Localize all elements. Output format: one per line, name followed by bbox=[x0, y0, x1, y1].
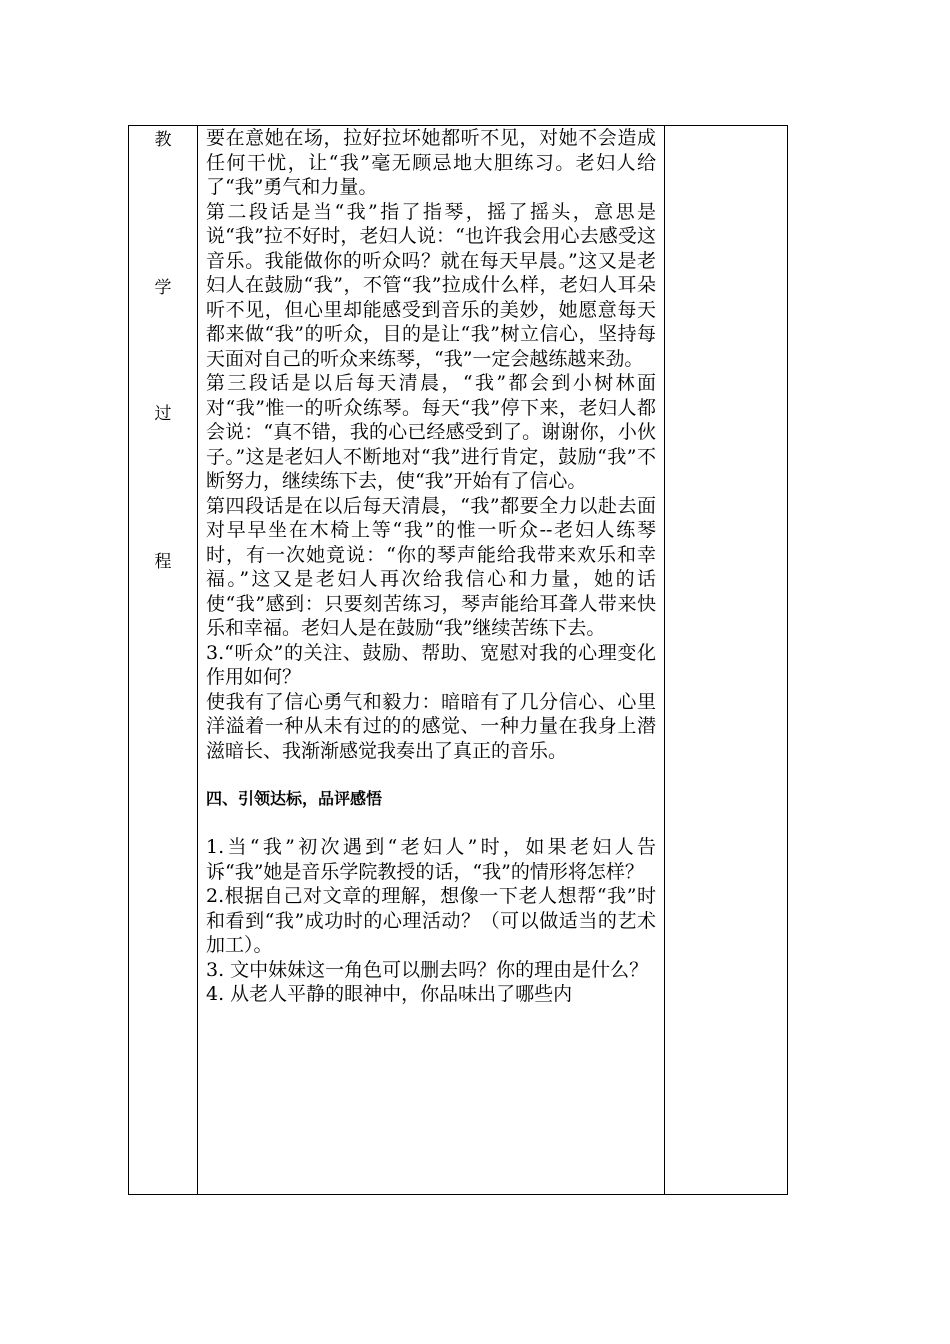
side-label-char: 教 bbox=[154, 130, 172, 150]
lesson-table bbox=[128, 125, 788, 1195]
side-label-char: 过 bbox=[154, 404, 172, 424]
paragraph: 3.“听众”的关注、鼓励、帮助、宽慰对我的心理变化作用如何？ bbox=[206, 641, 656, 688]
side-label-cell bbox=[129, 126, 198, 1195]
question: 3. 文中妹妹这一角色可以删去吗？你的理由是什么？ bbox=[206, 958, 649, 981]
paragraph: 使我有了信心勇气和毅力：暗暗有了几分信心、心里洋溢着一种从未有过的的感觉、一种力量在我身上潜滋暗长、我渐渐感觉我奏出了真正的音乐。 bbox=[206, 690, 656, 762]
side-label-char: 程 bbox=[154, 552, 172, 572]
side-label-char: 学 bbox=[154, 278, 172, 298]
paragraph: 第三段话是以后每天清晨，“我”都会到小树林面对“我”惟一的听众练琴。每天“我”停下来，老妇人都会说：“真不错，我的心已经感受到了。谢谢你，小伙子。”这是老妇人不断地对“我”进行肯定，鼓励“我”不断努力，继续练下去，使“我”开始有了信心。 bbox=[206, 372, 656, 492]
content-cell bbox=[198, 126, 665, 1195]
table-row bbox=[129, 126, 788, 1195]
paragraph: 第二段话是当“我”指了指琴，摇了摇头，意思是说“我”拉不好时，老妇人说：“也许我会用心去感受这音乐。我能做你的听众吗？就在每天早晨。”这又是老妇人在鼓励“我”，不管“我”拉成什么样，老妇人耳朵听不见，但心里却能感受到音乐的美妙，她愿意每天都来做“我”的听众，目的是让“我”树立信心，坚持每天面对自己的听众来练琴，“我”一定会越练越来劲。 bbox=[206, 200, 656, 370]
question: 2.根据自己对文章的理解，想像一下老人想帮“我”时和看到“我”成功时的心理活动？（可以做适当的艺术加工）。 bbox=[206, 885, 656, 956]
question: 4. 从老人平静的眼神中，你品味出了哪些内 bbox=[206, 983, 573, 1005]
paragraph: 第四段话是在以后每天清晨，“我”都要全力以赴去面对早早坐在木椅上等“我”的惟一听众--老妇人练琴时，有一次她竟说：“你的琴声能给我带来欢乐和幸福。”这又是老妇人再次给我信心和力量，她的话使“我”感到：只要刻苦练习，琴声能给耳聋人带来快乐和幸福。老妇人是在鼓励“我”继续苦练下去。 bbox=[206, 494, 656, 639]
paragraph: 要在意她在场，拉好拉坏她都听不见，对她不会造成任何干忧，让“我”毫无顾忌地大胆练习。老妇人给了“我”勇气和力量。 bbox=[206, 127, 656, 198]
section-heading: 四、引领达标，品评感悟 bbox=[206, 789, 383, 808]
question: 1.当“我”初次遇到“老妇人”时，如果老妇人告诉“我”她是音乐学院教授的话，“我”的情形将怎样？ bbox=[206, 836, 656, 883]
note-cell bbox=[665, 126, 788, 1195]
